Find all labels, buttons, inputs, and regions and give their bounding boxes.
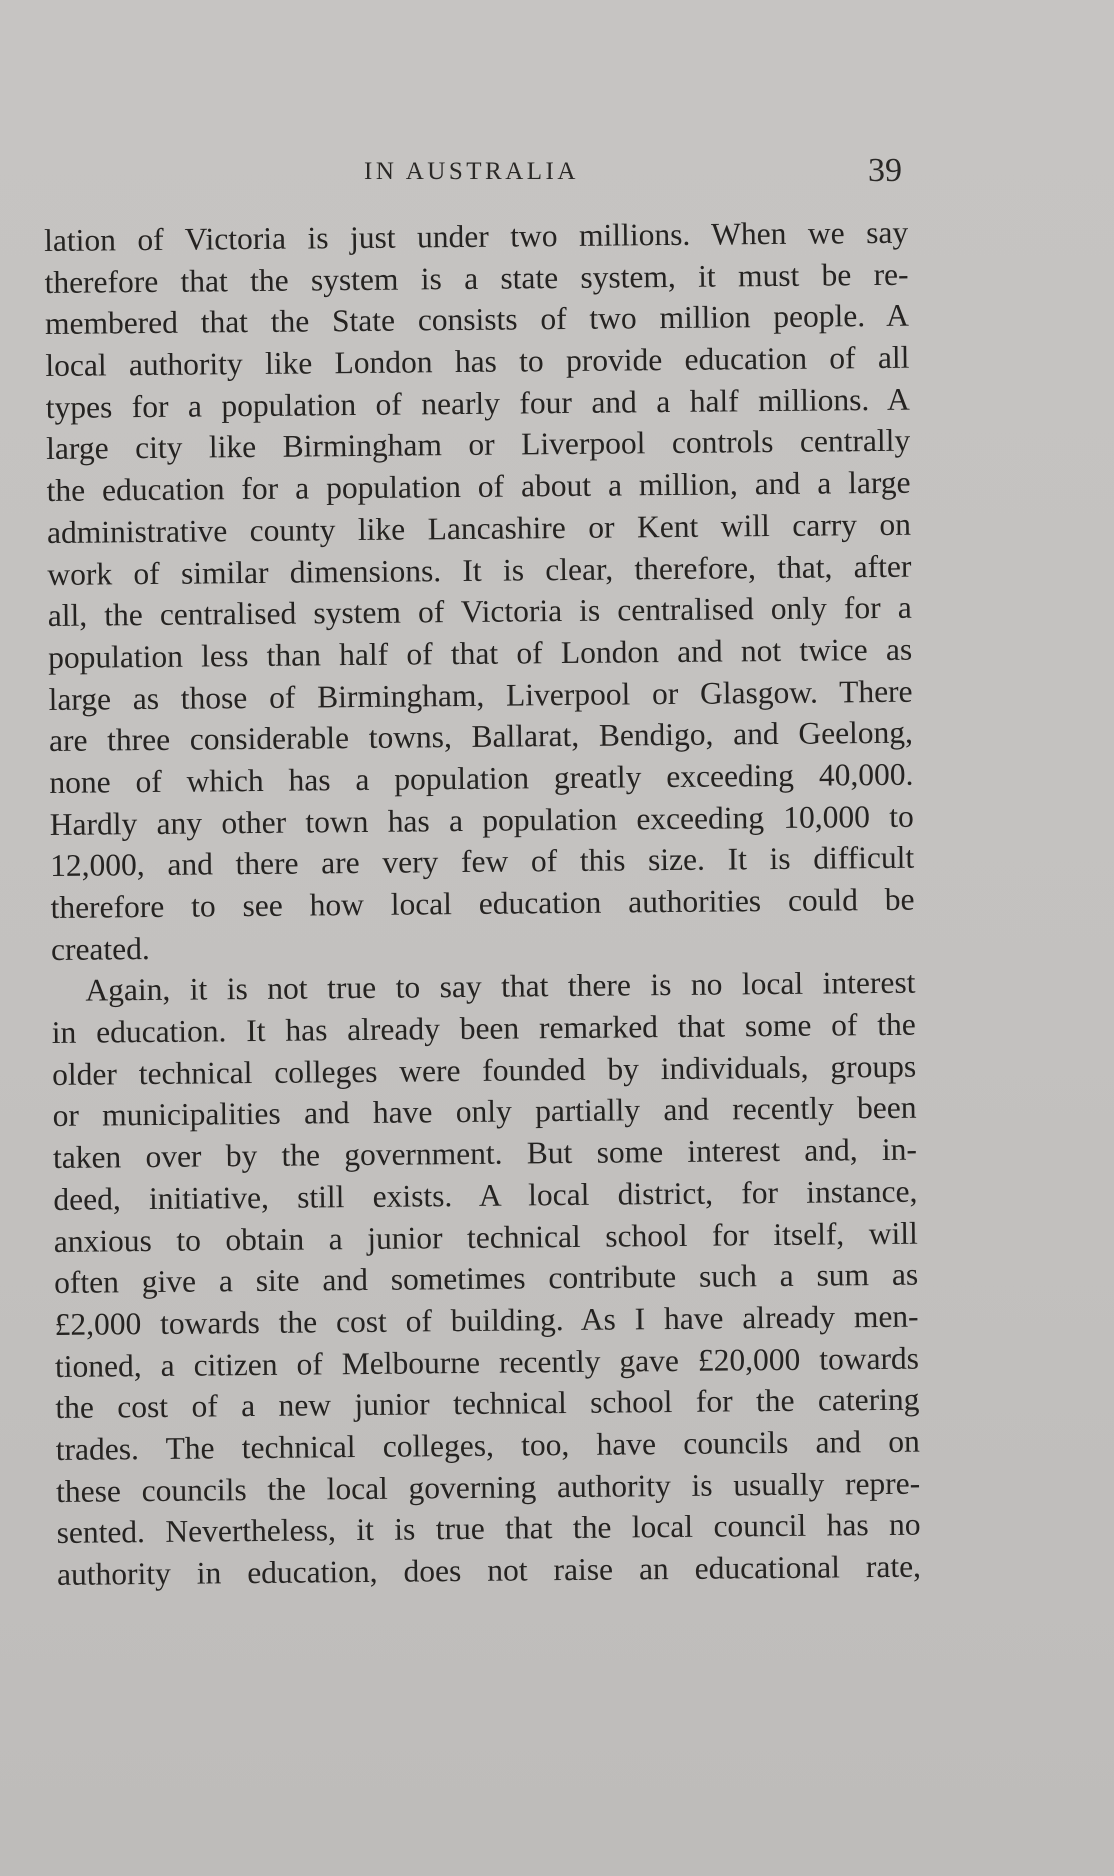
text-line: £2,000 towards the cost of building. As I have already men- <box>54 1298 919 1342</box>
text-line: often give a site and sometimes contribute such a sum as <box>54 1256 919 1301</box>
text-line: large as those of Birmingham, Liverpool or Glasgow. There <box>48 673 913 717</box>
text-line: in education. It has already been remarked that some of the <box>51 1006 916 1051</box>
text-line: none of which has a population greatly exceeding 40,000. <box>49 756 914 800</box>
text-line: Hardly any other town has a population exceeding 10,000 to <box>49 798 914 842</box>
text-line: large city like Birmingham or Liverpool controls centrally <box>46 423 911 467</box>
text-line: therefore that the system is a state system, it must be re- <box>44 256 909 300</box>
text-line: therefore to see how local education authorities could be <box>50 881 915 925</box>
text-line: membered that the State consists of two million people. A <box>44 298 910 342</box>
text-line: the education for a population of about a million, and a large <box>46 464 911 509</box>
text-line: work of similar dimensions. It is clear, therefore, that, after <box>47 548 912 592</box>
text-line: local authority like London has to provide education of all <box>45 339 910 384</box>
body-text <box>44 212 921 1596</box>
text-line: are three considerable towns, Ballarat, Bendigo, and Geelong, <box>48 714 914 759</box>
text-line: 12,000, and there are very few of this size. It is difficult <box>50 839 915 884</box>
text-line: administrative county like Lancashire or Kent will carry on <box>46 506 912 550</box>
text-line: tioned, a citizen of Melbourne recently gave £20,000 towards <box>54 1340 920 1384</box>
text-line: authority in education, does not raise an educational rate, <box>56 1548 922 1592</box>
text-line: these councils the local governing authority is usually repre- <box>56 1465 921 1509</box>
text-line: trades. The technical colleges, too, have councils and on <box>55 1423 920 1467</box>
text-line: all, the centralised system of Victoria is centralised only for a <box>47 589 912 634</box>
text-line: or municipalities and have only partially and recently been <box>52 1090 917 1134</box>
text-line: lation of Victoria is just under two millions. When we say <box>44 214 909 258</box>
running-head: IN AUSTRALIA <box>364 158 579 185</box>
text-line: deed, initiative, still exists. A local district, for instance, <box>53 1173 918 1217</box>
paragraph-start-line: Again, it is not true to say that there is no local interest <box>85 965 916 1009</box>
text-line: types for a population of nearly four and a half millions. A <box>45 381 910 425</box>
page-number: 39 <box>868 152 902 189</box>
text-line: taken over by the government. But some interest and, in- <box>52 1131 918 1176</box>
text-line: sented. Nevertheless, it is true that the local council has no <box>56 1506 921 1551</box>
text-line: the cost of a new junior technical school for the catering <box>55 1381 920 1426</box>
paragraph-end-line: created. <box>50 930 150 967</box>
text-line: population less than half of that of London and not twice as <box>48 631 913 675</box>
text-line: older technical colleges were founded by individuals, groups <box>52 1048 917 1092</box>
text-line: anxious to obtain a junior technical school for itself, will <box>53 1215 918 1259</box>
